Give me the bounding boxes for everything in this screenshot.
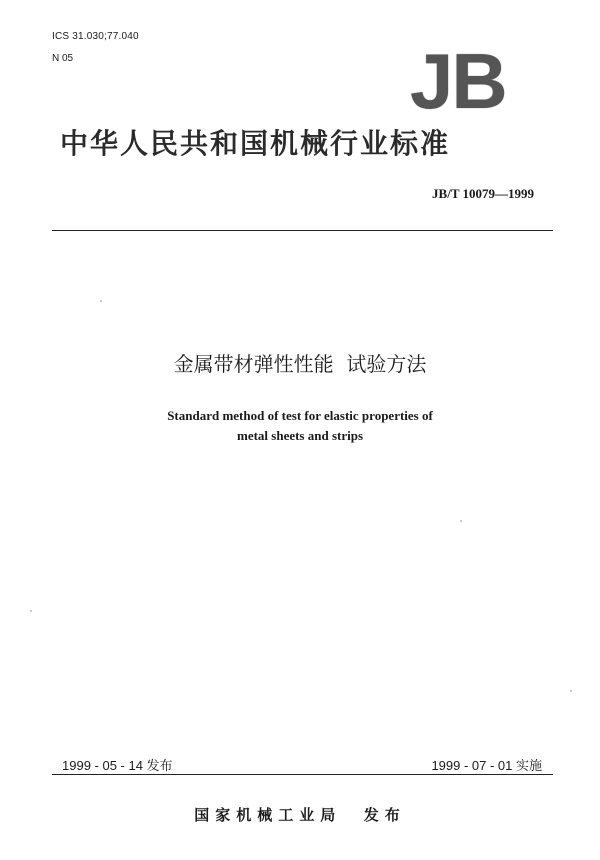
scan-speck xyxy=(30,610,32,612)
document-title-en-line1: Standard method of test for elastic properties of xyxy=(167,408,433,423)
standard-number: JB/T 10079—1999 xyxy=(432,186,534,201)
scan-speck xyxy=(100,300,102,302)
ics-code: ICS 31.030;77.040 xyxy=(52,31,139,42)
issuing-authority: 国家机械工业局 发布 xyxy=(194,806,406,824)
document-title-en-line2: metal sheets and strips xyxy=(236,428,364,443)
classification-code: N 05 xyxy=(52,53,74,64)
top-divider xyxy=(52,230,553,231)
jb-logo: JB xyxy=(410,37,506,125)
standard-title: 中华人民共和国机械行业标准 xyxy=(60,127,451,160)
bottom-divider xyxy=(52,774,553,775)
implementation-date: 1999 - 07 - 01 实施 xyxy=(431,758,542,773)
scan-speck xyxy=(460,520,462,522)
scan-speck xyxy=(570,690,572,692)
document-title-cn: 金属带材弹性性能 试验方法 xyxy=(173,352,427,376)
issue-date: 1999 - 05 - 14 发布 xyxy=(62,758,173,773)
